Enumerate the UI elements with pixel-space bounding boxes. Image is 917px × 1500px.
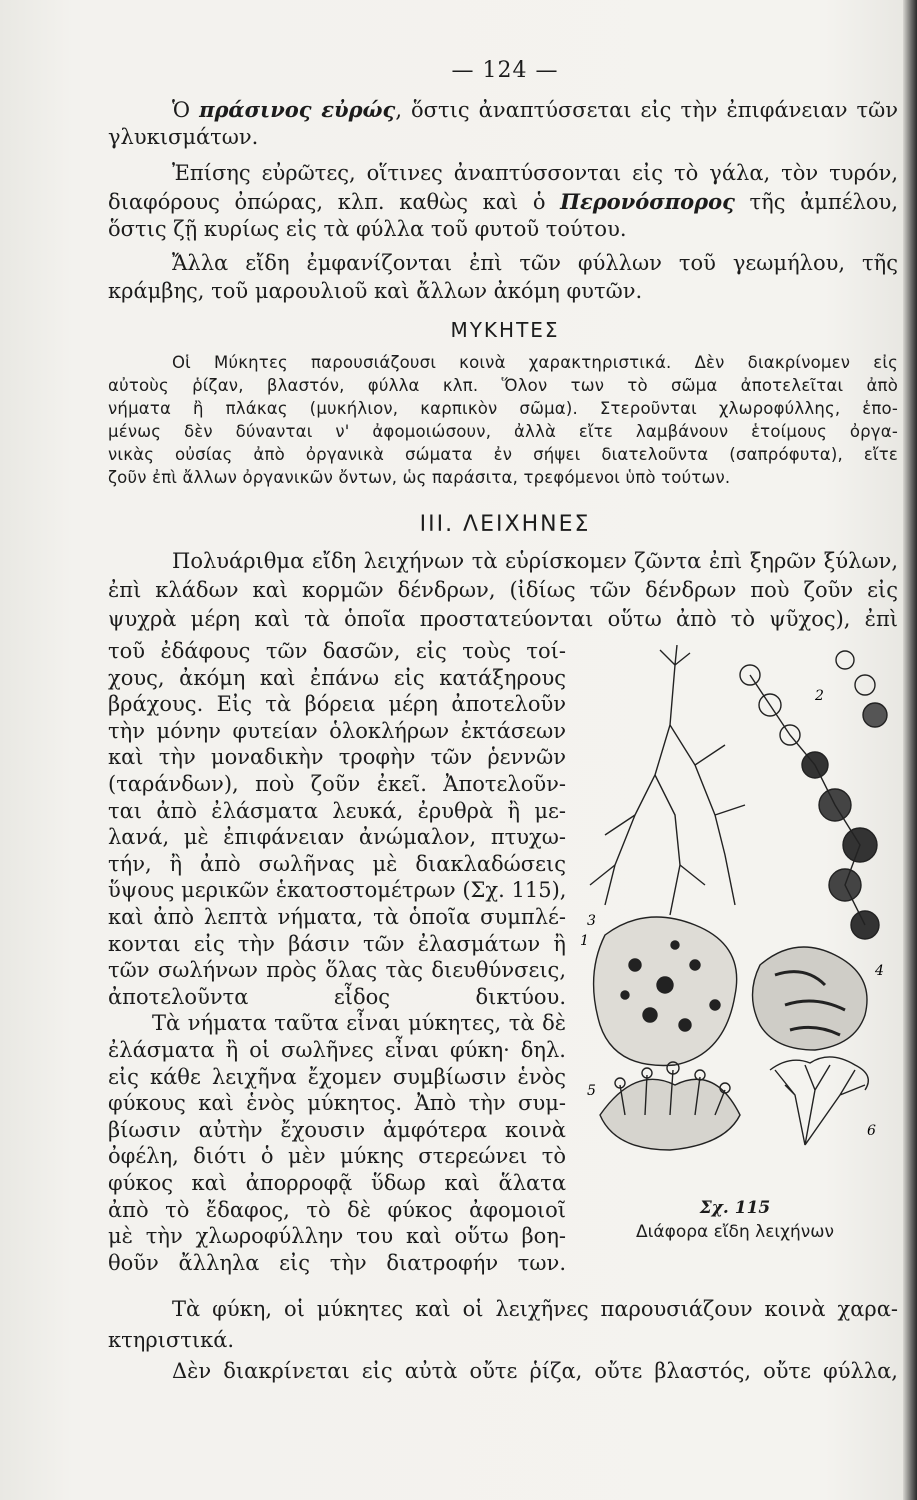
- text-line: ἐλάσματα ἢ οἱ σωλῆνες εἶναι φύκη· δηλ.: [108, 1038, 566, 1062]
- lichen-drawing: [575, 645, 895, 1205]
- text-line: τῶν σωλήνων πρὸς ὅλας τὰς διευθύνσεις,: [108, 958, 566, 983]
- text-line: φύκους καὶ ἑνὸς μύκητος. Ἀπὸ τὴν συμ-: [108, 1091, 566, 1116]
- text-line: αὐτοὺς ῥίζαν, βλαστόν, φύλλα κλπ. Ὅλον των τὸ σῶμα ἀποτελεῖται ἀπὸ: [108, 376, 898, 395]
- text-line: κράμβης, τοῦ μαρουλιοῦ καὶ ἄλλων ἀκόμη φυτῶν.: [108, 279, 643, 303]
- text-line: θοῦν ἄλληλα εἰς τὴν διατροφήν των.: [108, 1250, 566, 1275]
- figure-label: 3: [587, 913, 596, 929]
- text-line: καὶ ἀπὸ λεπτὰ νήματα, τὰ ὁποῖα συμπλέ-: [108, 905, 566, 929]
- text-line: γλυκισμάτων.: [108, 125, 259, 149]
- figure-caption-text: Διάφορα εἴδη λειχήνων: [636, 1222, 834, 1242]
- section-heading-leichines: ΙΙΙ. ΛΕΙΧΗΝΕΣ: [419, 512, 591, 537]
- text-line: (ταράνδων), ποὺ ζοῦν ἐκεῖ. Ἀποτελοῦν-: [108, 772, 566, 796]
- text-line: Τὰ φύκη, οἱ μύκητες καὶ οἱ λειχῆνες παρουσιάζουν κοινὰ χαρα-: [172, 1297, 898, 1321]
- text-line: μένως δὲν δύνανται ν' ἀφομοιώσουν, ἀλλὰ εἴτε λαμβάνουν ἑτοίμους ὀργα-: [108, 422, 898, 441]
- figure-label: 1: [580, 933, 589, 949]
- text-line: ἀπὸ τὸ ἔδαφος, τὸ δὲ φύκος ἀφομοιοῖ: [108, 1197, 566, 1222]
- text-line: Δὲν διακρίνεται εἰς αὐτὰ οὔτε ῥίζα, οὔτε βλαστός, οὔτε φύλλα,: [172, 1359, 898, 1383]
- text-line: εἰς κάθε λειχῆνα ἔχομεν συμβίωσιν ἑνὸς: [108, 1064, 566, 1089]
- text-line: μὲ τὴν χλωροφύλλην του καὶ οὕτω βοη-: [108, 1224, 566, 1249]
- text-line: Ἐπίσης εὐρῶτες, οἵτινες ἀναπτύσσονται εἰς τὸ γάλα, τὸν τυρόν,: [172, 161, 898, 185]
- term-peronosporos: Περονόσπορος: [560, 189, 735, 214]
- text-line: βράχους. Εἰς τὰ βόρεια μέρη ἀποτελοῦν: [108, 692, 566, 717]
- section-heading-mykites: ΜΥΚΗΤΕΣ: [450, 318, 560, 342]
- text-line: λανά, μὲ ἐπιφάνειαν ἀνώμαλον, πτυχω-: [108, 825, 566, 850]
- text-line: χους, ἀκόμη καὶ ἐπάνω εἰς κατάξηρους: [108, 665, 566, 690]
- text-line: κτηριστικά.: [108, 1328, 235, 1352]
- text-line: τήν, ἢ ἀπὸ σωλῆνας μὲ διακλαδώσεις: [108, 851, 566, 876]
- text-line: νικὰς οὐσίας ἀπὸ ὀργανικὰ σώματα ἐν σήψει διατελοῦντα (σαπρόφυτα), εἴτε: [108, 445, 898, 464]
- text-line: τὴν μόνην φυτείαν ὁλοκλήρων ἐκτάσεων: [108, 718, 566, 743]
- figure-label: 6: [867, 1123, 876, 1139]
- term-prasinos-euros: πράσινος εὐρώς: [199, 97, 396, 122]
- text-line: καὶ τὴν μοναδικὴν τροφὴν τῶν ῥεννῶν: [108, 745, 566, 770]
- text-line: ὀφέλη, διότι ὁ μὲν μύκης στερεώνει τὸ: [108, 1144, 566, 1169]
- text-line: Ἄλλα εἴδη ἐμφανίζονται ἐπὶ τῶν φύλλων τοῦ γεωμήλου, τῆς: [172, 251, 898, 275]
- text-line: διαφόρους ὀπώρας, κλπ. καθὼς καὶ ὁ Περονόσπορος τῆς ἀμπέλου,: [108, 189, 898, 214]
- text-line: νήματα ἢ πλάκας (μυκήλιον, καρπικὸν σῶμα). Στεροῦνται χλωροφύλλης, ἑπο-: [108, 399, 898, 418]
- text-line: φύκος καὶ ἀπορροφᾷ ὕδωρ καὶ ἅλατα: [108, 1171, 566, 1195]
- text-line: ἀποτελοῦντα εἶδος δικτύου.: [108, 984, 566, 1009]
- text-line: ὕψους μερικῶν ἑκατοστομέτρων (Σχ. 115),: [108, 878, 567, 903]
- text-line: Οἱ Μύκητες παρουσιάζουσι κοινὰ χαρακτηριστικά. Δὲν διακρίνομεν εἰς: [172, 353, 898, 372]
- page-number: — 124 —: [451, 58, 559, 83]
- text-line: ἐπὶ κλάδων καὶ κορμῶν δένδρων, (ἰδίως τῶν δένδρων ποὺ ζοῦν εἰς: [108, 578, 898, 602]
- lichen-illustration: [575, 645, 895, 1205]
- figure-label: 2: [815, 688, 824, 704]
- text-line: ὅστις ζῇ κυρίως εἰς τὰ φύλλα τοῦ φυτοῦ τούτου.: [108, 217, 627, 241]
- text-line: Τὰ νήματα ταῦτα εἶναι μύκητες, τὰ δὲ: [152, 1011, 566, 1036]
- text-line: βίωσιν αὐτὴν ἔχουσιν ἀμφότερα κοινὰ: [108, 1117, 566, 1142]
- text-line: ζοῦν ἐπὶ ἄλλων ὀργανικῶν ὄντων, ὡς παράσιτα, τρεφόμενοι ὑπὸ τούτων.: [108, 468, 731, 487]
- figure-label: 4: [875, 963, 884, 979]
- text-line: τοῦ ἐδάφους τῶν δασῶν, εἰς τοὺς τοί-: [108, 639, 566, 663]
- figure-label: 5: [587, 1083, 596, 1099]
- page-edge-shadow: [903, 0, 917, 1500]
- text-line: Πολυάριθμα εἴδη λειχήνων τὰ εὑρίσκομεν ζῶντα ἐπὶ ξηρῶν ξύλων,: [172, 549, 898, 573]
- text-line: ψυχρὰ μέρη καὶ τὰ ὁποῖα προστατεύονται οὕτω ἀπὸ τὸ ψῦχος), ἐπὶ: [108, 607, 898, 631]
- text-line: κονται εἰς τὴν βάσιν τῶν ἐλασμάτων ἢ: [108, 931, 566, 956]
- figure-caption-number: Σχ. 115: [699, 1198, 771, 1218]
- text-line: Ὁ πράσινος εὐρώς, ὅστις ἀναπτύσσεται εἰς τὴν ἐπιφάνειαν τῶν: [172, 97, 898, 122]
- text-line: ται ἀπὸ ἐλάσματα λευκά, ἐρυθρὰ ἢ με-: [108, 798, 566, 823]
